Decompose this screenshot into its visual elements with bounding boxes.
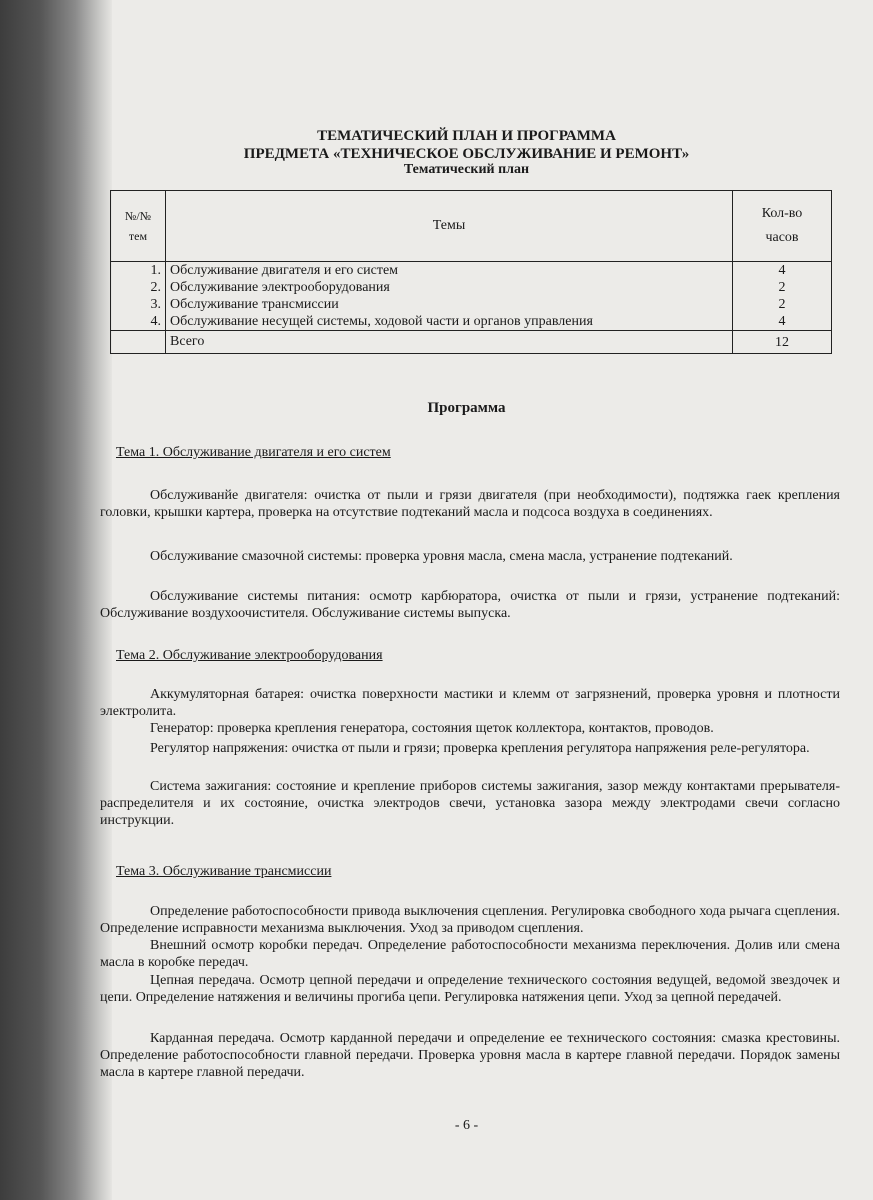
document-page: [60, 0, 873, 1200]
row-hours: 4: [778, 263, 786, 278]
theme-3-paragraph: Определение работоспособности привода выключения сцепления. Регулировка свободного хода рычага сцепления. Определение исправности механизма выключения. Уход за приводом сцепления.: [100, 904, 840, 936]
column-header-number-line2: тем: [128, 229, 148, 243]
theme-2-paragraph: Регулятор напряжения: очистка от пыли и грязи; проверка крепления регулятора напряжения реле-регулятора.: [150, 741, 810, 756]
theme-1-paragraph: Обслуживание системы питания: осмотр карбюратора, очистка от пыли и грязи, устранение подтеканий: Обслуживание воздухоочистителя. Обслуживание системы выпуска.: [100, 589, 840, 621]
theme-1-paragraph: Обслуживанйе двигателя: очистка от пыли и грязи двигателя (при необходимости), подтяжка гаек крепления головки, крышки картера, проверка на отсутствие подтеканий масла и подсоса воздуха в соединениях.: [100, 488, 840, 520]
table-total-row: [111, 331, 832, 354]
theme-2-title: Тема 2. Обслуживание электрооборудования: [116, 648, 383, 663]
document-title: ТЕМАТИЧЕСКИЙ ПЛАН И ПРОГРАММА: [317, 128, 616, 144]
row-hours: 2: [778, 297, 786, 312]
theme-2-paragraph: Генератор: проверка крепления генератора, состояния щеток коллектора, контактов, проводов.: [150, 721, 714, 736]
program-heading: Программа: [427, 400, 506, 416]
theme-3-title: Тема 3. Обслуживание трансмиссии: [116, 864, 332, 879]
total-empty-cell: [111, 331, 166, 354]
thematic-plan-heading: Тематический план: [403, 162, 530, 177]
theme-2-paragraph: Система зажигания: состояние и крепление приборов системы зажигания, зазор между контактами прерывателя-распределителя и их состояние, очистка электродов свечи, установка зазора между электродами свечи согласно инструкции.: [100, 779, 840, 828]
column-header-number: [111, 191, 166, 262]
theme-3-paragraph: Цепная передача. Осмотр цепной передачи и определение технического состояния ведущей, ведомой звездочек и цепи. Определение натяжения и величины прогиба цепи. Регулировка натяжения цепи. Уход за цепной передачей.: [100, 973, 840, 1005]
theme-1-paragraph: Обслуживание смазочной системы: проверка уровня масла, смена масла, устранение подтеканий.: [150, 549, 733, 564]
theme-3-paragraph: Внешний осмотр коробки передач. Определение работоспособности механизма переключения. Долив или смена масла в коробке передач.: [100, 938, 840, 970]
column-header-hours: [733, 191, 832, 262]
column-header-topic-label: Темы: [432, 218, 466, 233]
column-header-hours-line1: Кол-во: [761, 206, 803, 221]
column-header-number-line1: №/№: [124, 209, 152, 223]
theme-2-paragraph: Аккумуляторная батарея: очистка поверхности мастики и клемм от загрязнений, проверка уровня и плотности электролита.: [100, 687, 840, 719]
row-number: 1.: [150, 263, 161, 278]
row-numbers-cell: [111, 262, 166, 331]
total-label: Всего: [166, 331, 733, 354]
row-topic: Обслуживание трансмиссии: [170, 297, 339, 312]
row-number: 3.: [150, 297, 161, 312]
row-topic: Обслуживание несущей системы, ходовой части и органов управления: [170, 314, 593, 329]
row-topic: Обслуживание двигателя и его систем: [170, 263, 399, 278]
document-subtitle: ПРЕДМЕТА «ТЕХНИЧЕСКОЕ ОБСЛУЖИВАНИЕ И РЕМОНТ»: [243, 146, 690, 162]
table-header-row: [111, 191, 832, 262]
row-hours-cell: [733, 262, 832, 331]
row-hours: 4: [778, 314, 786, 329]
row-hours: 2: [778, 280, 786, 295]
thematic-plan-table: [110, 190, 832, 354]
row-topics-cell: [166, 262, 733, 331]
row-number: 4.: [150, 314, 161, 329]
theme-1-title: Тема 1. Обслуживание двигателя и его систем: [116, 445, 391, 460]
theme-3-paragraph: Карданная передача. Осмотр карданной передачи и определение ее технического состояния: смазка крестовины. Определение работоспособности главной передачи. Проверка уровня масла в картере главной передачи. Порядок замены масла в картере главной передачи.: [100, 1031, 840, 1080]
row-topic: Обслуживание электрооборудования: [170, 280, 390, 295]
column-header-topic: [166, 191, 733, 262]
row-number: 2.: [150, 280, 161, 295]
total-value: 12: [733, 331, 832, 354]
page-number: - 6 -: [454, 1118, 479, 1133]
column-header-hours-line2: часов: [765, 230, 799, 245]
table-body-row: [111, 262, 832, 331]
